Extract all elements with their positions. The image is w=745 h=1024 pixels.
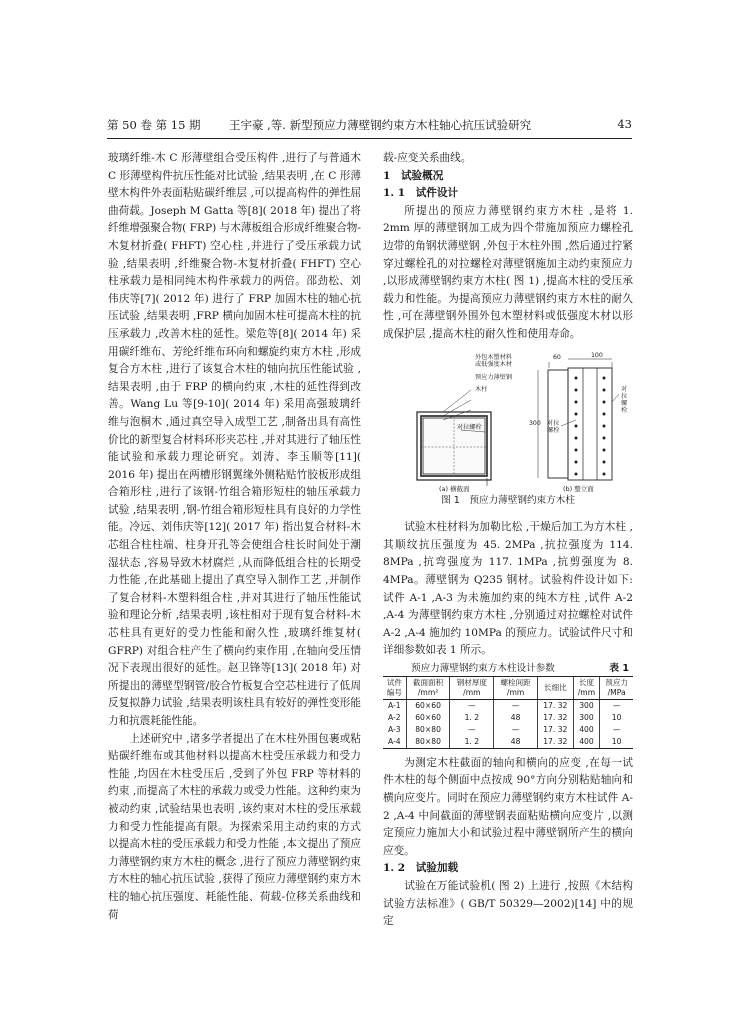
paragraph: 上述研究中 ,诸多学者提出了在木柱外围包裹或粘贴碳纤维布或其他材料以提高木柱受压承载力和受力性能 ,均因在木柱受压后 ,受到了外包 FRP 等材料的约束 ,而提高了木柱的承载力或受力性能。这种约束为被动约束 ,试验结果也表明 ,该约束对木柱的受压承载力和受力性能提高有限。为探索采用主动约束的方式以提高木柱的受压承载力和受力性能 ,本文提出了预应力薄壁钢约束方木柱的概念 ,进行了预应力薄壁钢约束方木柱的轴心抗压试验 ,获得了预应力薄壁钢约束方木柱的轴心抗压强度、耗能性能、荷载-位移关系曲线和荷 xyxy=(108,732,361,921)
th-length: 长度 /mm xyxy=(573,676,600,699)
column-drawing xyxy=(383,350,633,490)
paragraph: 为测定木柱截面的轴向和横向的应变 ,在每一试件木柱的每个侧面中点按成 90°方向分别粘贴轴向和横向应变片。同时在预应力薄壁钢约束方木柱试件 A-2 ,A-4 中间截面的薄壁钢表面粘贴横向应变片 ,以测定预应力施加大小和试验过程中薄壁钢所产生的横向应变。 xyxy=(383,756,633,857)
article-title-header: 王宇豪 ,等. 新型预应力薄壁钢约束方木柱轴心抗压试验研究 xyxy=(229,118,532,132)
subcaption-a: (a) 横截面 xyxy=(439,484,470,493)
table-row: A-4 80×80 1. 2 48 17. 32 400 10 xyxy=(383,736,633,749)
table-caption xyxy=(383,660,633,676)
steel-elevation xyxy=(568,368,612,480)
paragraph: 玻璃纤维-木 C 形薄壁组合受压构件 ,进行了与普通木 C 形薄壁构件抗压性能对比试验 ,结果表明 ,在 C 形薄壁木构件外表面粘贴碳纤维层 ,可以提高构件的弹性屈曲荷载。Joseph M Gatta 等[8]( 2018 年) 提出了将纤维增强聚合物( FRP) 与木薄板组合形成纤维聚合物-木复材折叠( FHFT) 空心柱 ,并进行了受压承载力试验 ,结果表明 ,纤维聚合物-木复材折叠( FHFT) 空心柱承载力是相同纯木构件承载力的两倍。邵劲松、刘伟庆等[7]( 2012 年) 进行了 FRP 加固木柱的轴心抗压试验 ,结果表明 ,FRP 横向加固木柱可提高木柱的抗压承载力 ,改善木柱的延性。梁危等[8]( 2014 年) 采用碳纤维布、芳纶纤维布环向和螺旋约束方木柱 ,形成复合方木柱 ,进行了该复合木柱的轴向抗压性能试验 ,结果表明 ,由于 FRP 的横向约束 ,木柱的延性得到改善。Wang Lu 等[9-10]( 2014 年) 采用高强玻璃纤维与泡桐木 ,通过真空导入成型工艺 ,制备出具有高性价比的新型复合材料环形夹芯柱 ,并对其进行了轴压性能试验和承载力理论研究。刘涛、李玉顺等[11]( 2016 年) 提出在两槽形钢翼缘外侧粘贴竹胶板形成组合箱形柱 ,进行了该钢-竹组合箱形短柱的轴压承载力试验 ,结果表明 ,钢-竹组合箱形短柱具有良好的力学性能。冷远、刘伟庆等[12]( 2017 年) 指出复合材料-木芯组合柱柱端、柱身开孔等会使组合柱长时间处于潮湿状态 ,容易导致木材腐烂 ,从而降低组合柱的长期受力性能 ,在此基础上提出了真空导入制作工艺 ,并制作了复合材料-木塑料组合柱 ,并对其进行了轴压性能试验和理论分析 ,结果表明 ,该柱相对于现有复合材料-木芯柱具有更好的受力性能和耐久性 ,玻璃纤维复材( GFRP) 对组合柱产生了横向约束作用 ,在轴向受压情况下表现出很好的延性。赵卫锋等[13]( 2018 年) 对所提出的薄壁型钢管/胶合竹板复合空芯柱进行了低周反复拟静力试验 ,结果表明该柱具有较好的弹性变形能力和抗震耗能性能。 xyxy=(108,152,361,727)
bolt-holes xyxy=(575,376,606,475)
subsection-heading: 1. 2 试验加载 xyxy=(383,862,459,875)
figure-1 xyxy=(383,350,633,493)
table-row: A-2 60×60 1. 2 48 17. 32 300 10 xyxy=(383,712,633,724)
parameter-table xyxy=(383,676,633,749)
paragraph: 载-应变关系曲线。 xyxy=(383,152,472,164)
paragraph: 所提出的预应力薄壁钢约束方木柱 ,是将 1. 2mm 厚的薄壁钢加工成为四个带施加预应力螺栓孔边带的角钢状薄壁钢 ,外包于木柱外围 ,然后通过拧紧穿过螺栓孔的对拉螺栓对薄壁钢施加主动约束预应力 ,以形成薄壁钢约束方木柱( 图 1) ,提高木柱的受压承载力和性能。为提高预应力薄壁钢约束方木柱的耐久性 ,可在薄壁钢外围外包木塑材料或低强度木材以形成保护层 ,提高木柱的耐久性和使用寿命。 xyxy=(383,204,633,340)
figure-caption: 图 1 预应力薄壁钢约束方木柱 xyxy=(441,494,575,506)
th-area: 截面面积 /mm² xyxy=(406,676,450,699)
section-heading: 1 试验概况 xyxy=(383,169,444,182)
label-wood: 木柱 xyxy=(475,385,488,393)
th-spacing: 螺栓间距 /mm xyxy=(494,676,538,699)
th-slenderness: 长细比 xyxy=(537,676,573,699)
right-column xyxy=(383,150,633,931)
table-title: 预应力薄壁钢约束方木柱设计参数 xyxy=(411,662,555,674)
dim-60: 60 xyxy=(553,353,561,361)
header-rule xyxy=(107,138,632,139)
table-row: A-1 60×60 — — 17. 32 300 — xyxy=(383,699,633,712)
subsection-heading: 1. 1 试件设计 xyxy=(383,187,459,200)
label-outer-layer: 外包木塑材料 或低强度木材 xyxy=(475,353,513,368)
dim-100: 100 xyxy=(591,351,603,359)
th-thickness: 钢材厚度 /mm xyxy=(450,676,494,699)
running-header xyxy=(107,117,632,137)
th-id: 试件 编号 xyxy=(383,676,406,699)
label-bolt: 对拉螺栓 xyxy=(457,423,482,431)
dim-height: 300 xyxy=(529,419,541,427)
table-row: A-3 80×80 — — 17. 32 400 — xyxy=(383,724,633,736)
table-number: 表 1 xyxy=(609,662,629,674)
th-prestress: 预应力 /MPa xyxy=(600,676,633,699)
label-steel: 预应力薄壁钢 xyxy=(475,373,513,381)
subcaption-b: (b) 整立面 xyxy=(563,484,594,493)
left-column xyxy=(108,150,361,924)
paragraph: 试验在万能试验机( 图 2) 上进行 ,按照《木结构试验方法标准》( GB/T 50329—2002)[14] 中的规定 xyxy=(383,880,633,928)
table-header-row xyxy=(383,676,633,699)
journal-issue: 第 50 卷 第 15 期 xyxy=(107,118,201,132)
label-bolt-side: 对拉 螺栓 xyxy=(621,385,628,414)
label-bolt-front: 对拉 螺栓 xyxy=(547,419,560,434)
paragraph: 试验木柱材料为加勒比松 ,干燥后加工为方木柱 ,其顺纹抗压强度为 45. 2MPa ,抗拉强度为 114. 8MPa ,抗弯强度为 117. 1MPa ,抗剪强度为 8. 4MPa。薄壁钢为 Q235 钢材。试验构件设计如下: 试件 A-1 ,A-3 为未施加约束的纯木方柱 ,试件 A-2 ,A-4 为薄壁钢约束方木柱 ,分别通过对拉螺栓对试件 A-2 ,A-4 施加约 10MPa 的预应力。试验试件尺寸和详细参数如表 1 所示。 xyxy=(383,521,633,657)
page-number: 43 xyxy=(617,117,632,131)
